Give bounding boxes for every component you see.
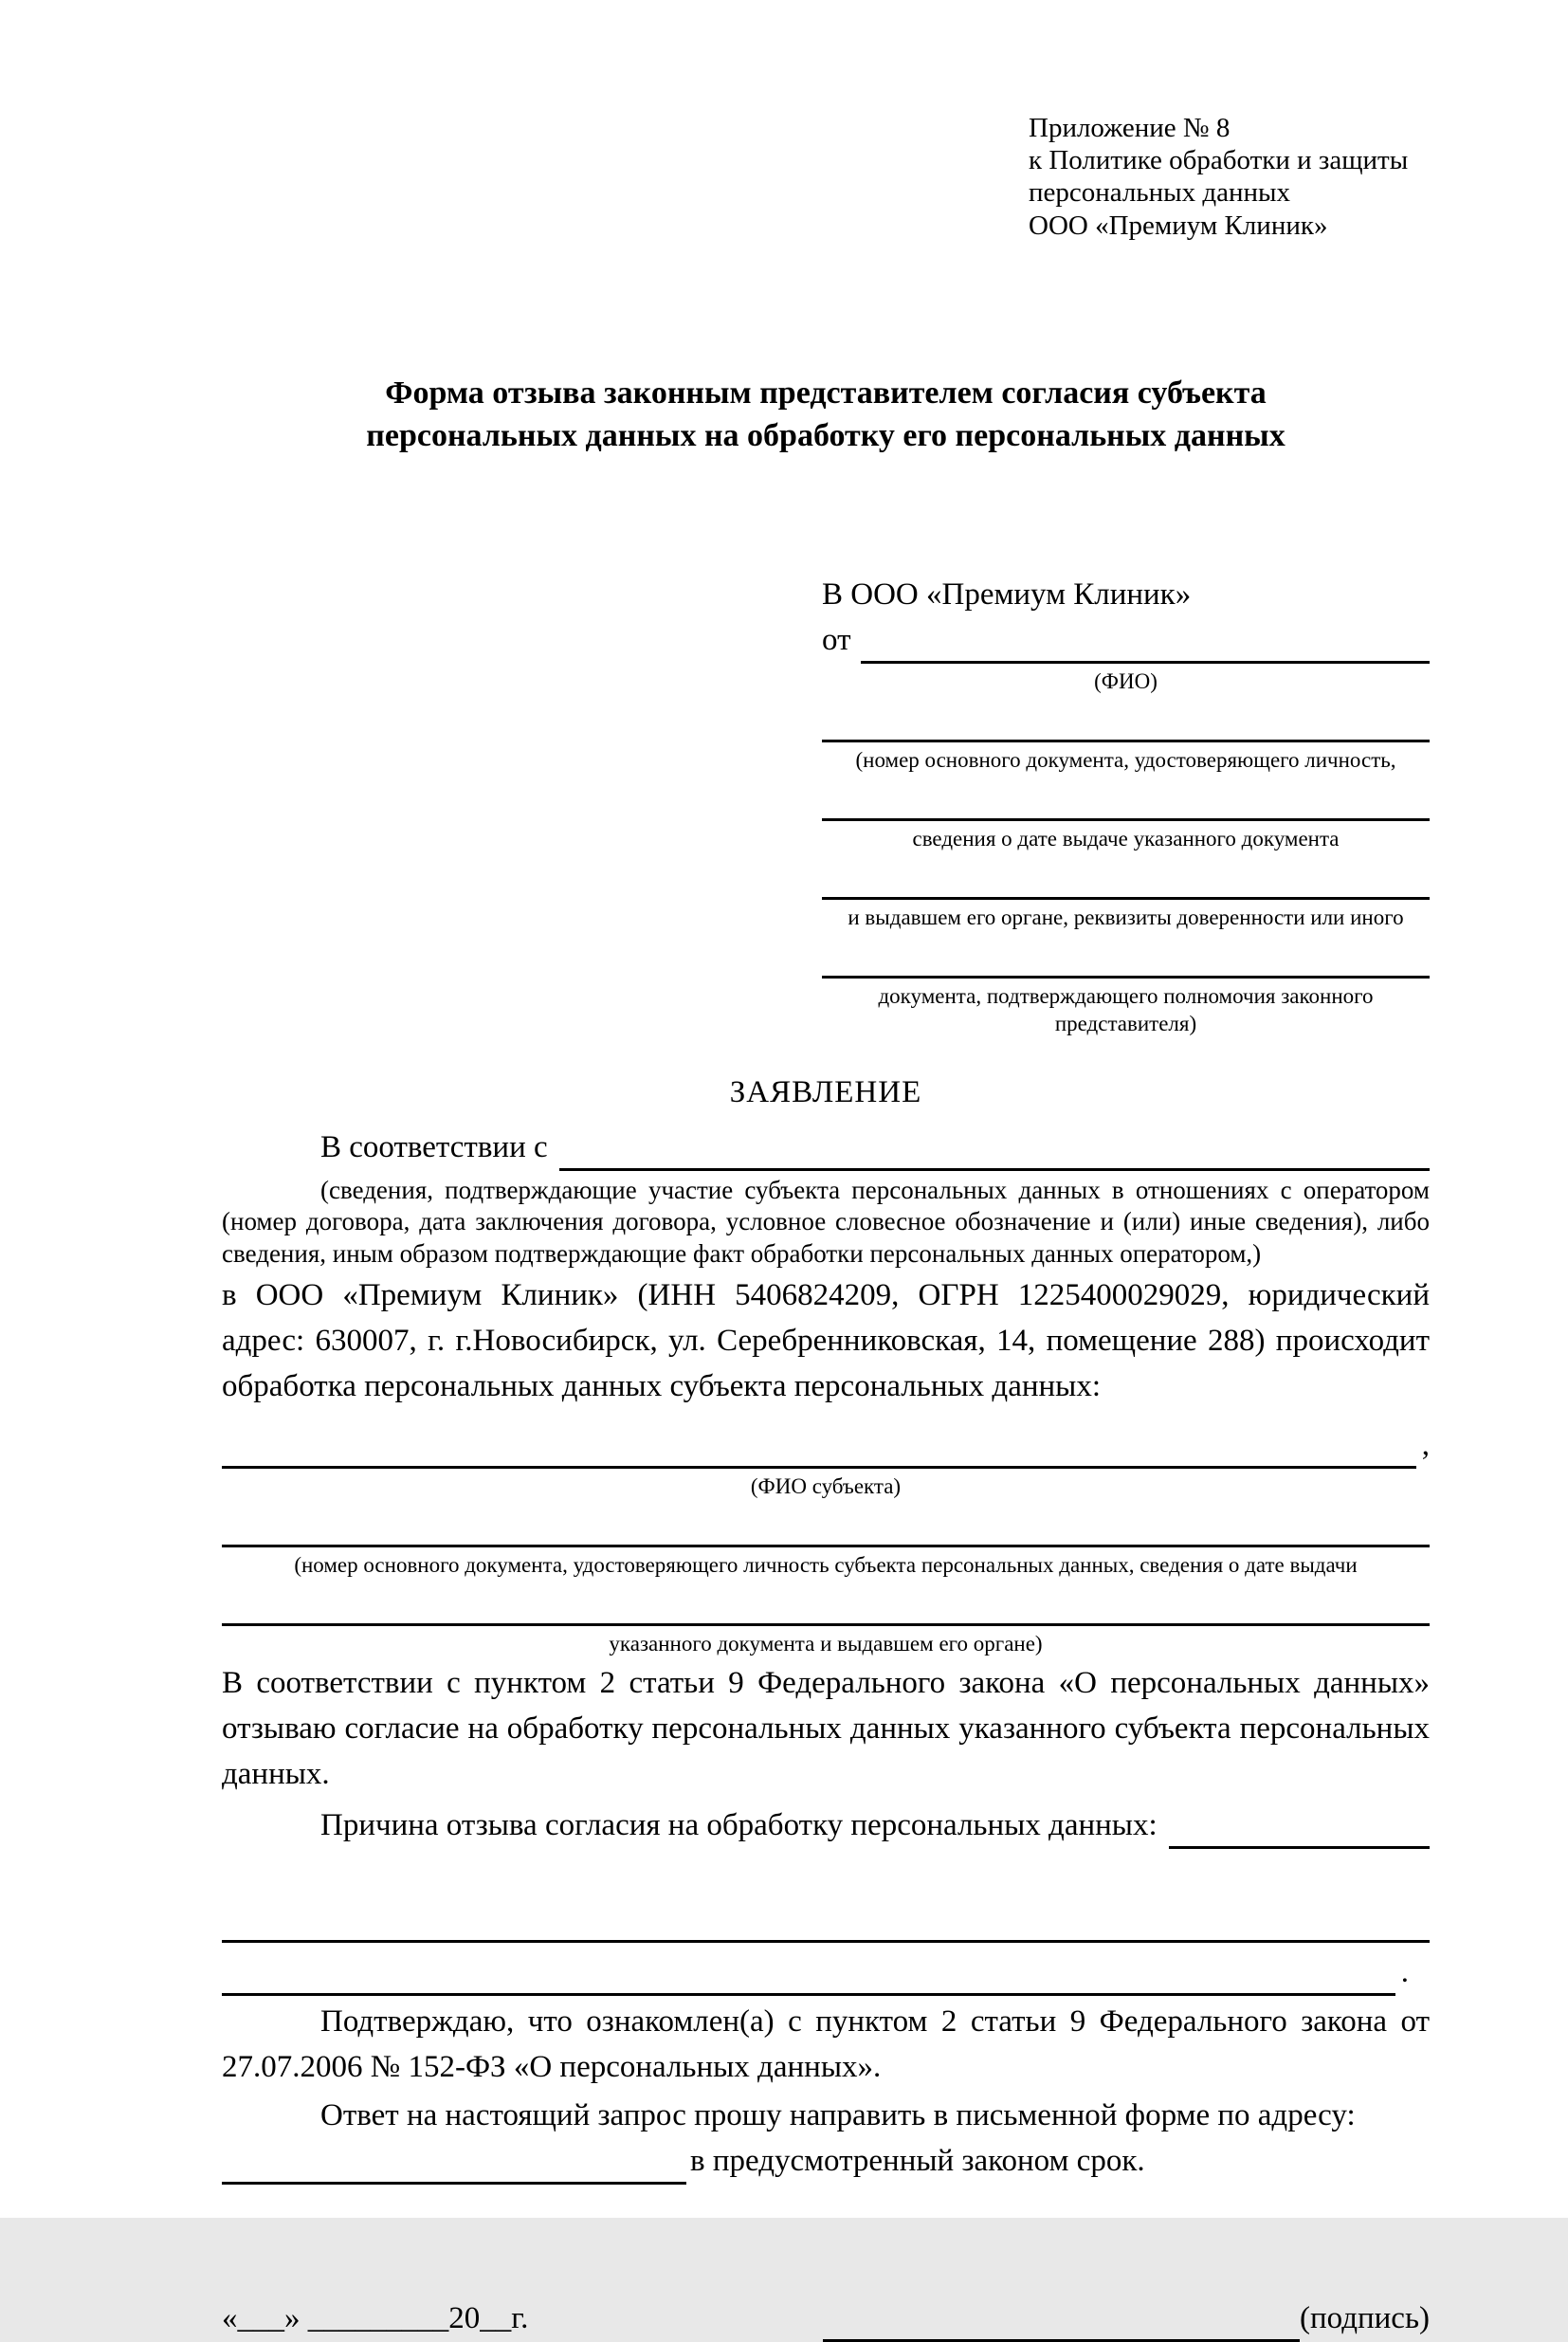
subject-fio-caption: (ФИО субъекта) [750, 1473, 902, 1498]
date-line: «___» _________20__г. [222, 2301, 529, 2336]
reason-line-suffix: . [1400, 1954, 1409, 1989]
document-fill-line [822, 775, 1430, 821]
document-fill-line [822, 853, 1430, 900]
document-caption: сведения о дате выдаче указанного документа [912, 826, 1340, 851]
document-fill-line [822, 932, 1430, 979]
intro-note: (сведения, подтверждающие участие субъекта персональных данных в отношениях с оператором (номер договора, дата заключения договора, условное словесное обозначение и (или) иные сведения), либо сведения, иным образом подтверждающие факт обработки персональных данных оператором,) [222, 1176, 1430, 1268]
signature-caption: (подпись) [1300, 2301, 1430, 2336]
appendix-line: к Политике обработки и защиты [1029, 145, 1409, 176]
signature-fill-line [823, 2301, 1300, 2342]
subject-fio-row [222, 1423, 1430, 1469]
reply-paragraph: Ответ на настоящий запрос прошу направить в письменной форме по адресу: [320, 2098, 1356, 2133]
fio-fill-line [861, 623, 1431, 664]
subject-document-fill-line [222, 1580, 1430, 1626]
appendix-line: ООО «Премиум Клиник» [1029, 210, 1328, 241]
intro-row [222, 1125, 1430, 1171]
addressee-block [822, 572, 1430, 1039]
document-title [222, 373, 1430, 458]
subject-document-caption: указанного документа и выдавшем его органе) [609, 1631, 1043, 1656]
subject-document-caption: (номер основного документа, удостоверяющего личность субъекта персональных данных, сведения о дате выдачи [294, 1552, 1358, 1577]
reason-fill-line [222, 1898, 1430, 1943]
appendix-line: персональных данных [1029, 177, 1291, 209]
subject-fio-suffix: , [1421, 1427, 1430, 1462]
subject-fio-fill-line [222, 1428, 1416, 1469]
intro-fill-line [559, 1130, 1430, 1171]
subject-document-fill-line [222, 1501, 1430, 1547]
document-title-line-1: Форма отзыва законным представителем согласия субъекта [385, 375, 1267, 411]
appendix-line: Приложение № 8 [1029, 113, 1231, 143]
signature-group [823, 2296, 1430, 2342]
reason-fill-row [222, 1950, 1430, 1996]
reason-prefix: Причина отзыва согласия на обработку персональных данных: [320, 1807, 1158, 1842]
from-label: от [822, 623, 851, 658]
document-fill-line [822, 696, 1430, 742]
reason-fill-line [222, 1955, 1395, 1996]
document-caption: документа, подтверждающего полномочия законного представителя) [878, 983, 1374, 1036]
reply-suffix: в предусмотренный законом срок. [690, 2144, 1145, 2179]
fio-caption: (ФИО) [1094, 668, 1158, 693]
appendix-block [1029, 112, 1430, 242]
intro-prefix: В соответствии с [320, 1130, 548, 1165]
reason-fill-line [1169, 1808, 1430, 1849]
addressee-organization: В ООО «Премиум Клиник» [822, 576, 1192, 612]
from-row [822, 618, 1430, 664]
reply-address-row [222, 2139, 1430, 2185]
statement-heading: ЗАЯВЛЕНИЕ [729, 1075, 922, 1110]
reply-address-fill-line [222, 2144, 686, 2185]
reason-row [222, 1803, 1430, 1849]
confirm-paragraph: Подтверждаю, что ознакомлен(а) с пунктом 2 статьи 9 Федерального закона от 27.07.2006 № 152-ФЗ «О персональных данных». [222, 2004, 1430, 2084]
operator-paragraph: в ООО «Премиум Клиник» (ИНН 5406824209, ОГРН 1225400029029, юридический адрес: 630007, г. г.Новосибирск, ул. Серебренниковская, 14, помещение 288) происходит обработка персональных данных субъекта персональных данных: [222, 1278, 1430, 1404]
footer-row [222, 2296, 1430, 2342]
withdrawal-paragraph: В соответствии с пунктом 2 статьи 9 Федерального закона «О персональных данных» отзываю согласие на обработку персональных данных указанного субъекта персональных данных. [222, 1666, 1430, 1792]
document-caption: и выдавшем его органе, реквизиты доверенности или иного [848, 905, 1404, 929]
document-caption: (номер основного документа, удостоверяющего личность, [855, 747, 1396, 772]
document-title-line-2: персональных данных на обработку его персональных данных [366, 417, 1285, 453]
